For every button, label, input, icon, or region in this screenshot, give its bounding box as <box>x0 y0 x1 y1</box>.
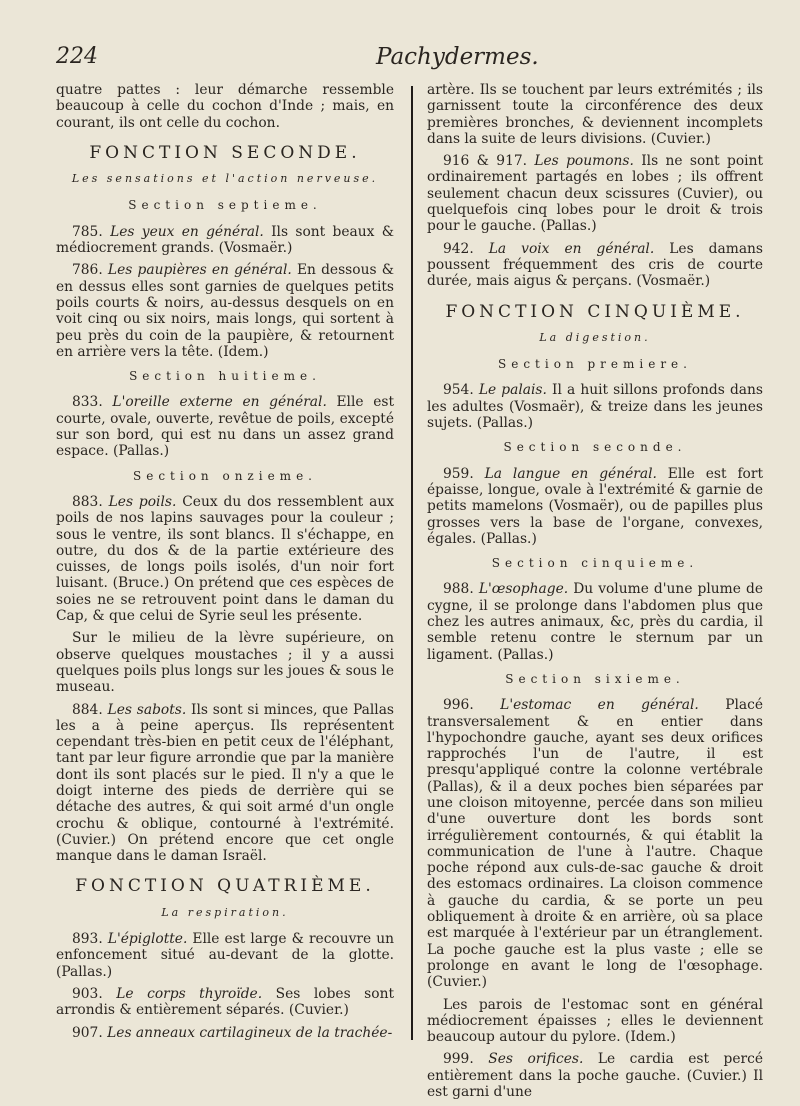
paragraph-999: 999. Ses orifices. Le cardia est percé entièrement dans la poche gauche. (Cuvier.) Il est garni d'une <box>427 1051 763 1101</box>
paragraph-883-b: Sur le milieu de la lèvre supérieure, on observe quelques moustaches ; il y a aussi quelques poils plus longs sur les joues & sous le museau. <box>56 630 394 696</box>
fonction-heading: FONCTION QUATRIÈME. <box>75 876 375 897</box>
paragraph-833: 833. L'oreille externe en général. Elle est courte, ovale, ouverte, revêtue de poils, excepté sur son bord, qui est nu dans un assez grand espace. (Pallas.) <box>56 394 394 460</box>
paragraph-988: 988. L'œsophage. Du volume d'une plume de cygne, il se prolonge dans l'abdomen plus que chez les autres animaux, &c, près du cardia, il semble retenu contre le sternum par un ligament. (Pallas.) <box>427 581 763 663</box>
paragraph-942: 942. La voix en général. Les damans poussent fréquemment des cris de courte durée, mais aigus & perçans. (Vosmaër.) <box>427 240 764 290</box>
section-heading: Section huitieme. <box>129 369 321 384</box>
paragraph: quatre pattes : leur démarche ressemble beaucoup à celle du cochon d'Inde ; mais, en courant, ils ont celle du cochon. <box>56 82 394 131</box>
paragraph-954: 954. Le palais. Il a huit sillons profonds dans les adultes (Vosmaër), & treize dans les jeunes sujets. (Pallas.) <box>427 382 763 432</box>
column-divider <box>411 86 413 1040</box>
paragraph-903: 903. Le corps thyroïde. Ses lobes sont arrondis & entièrement séparés. (Cuvier.) <box>56 985 394 1019</box>
paragraph-996: 996. L'estomac en général. Placé transversalement & en entier dans l'hypochondre gauche, ayant ses deux orifices rapprochés l'un de l'autre, il est presqu'appliqué contre la colonne vertébrale (Pallas), & il a deux poches bien séparées par une cloison mitoyenne, percée dans son milieu d'une ouverture dont les bords sont irrégulièrement contournés, & qui établit la communication de l'une à l'autre. Chaque poche répond aux culs-de-sac gauche & droit des estomacs ordinaires. La cloison commence à gauche du cardia, & se porte un peu obliquement à droite & en arrière, où sa place est marquée à l'extérieur par un étranglement. La poche gauche est la plus vaste ; elle se prolonge en avant le long de l'œsophage. (Cuvier.) <box>427 697 764 991</box>
page-header <box>56 44 742 78</box>
fonction-subheading: La digestion. <box>539 330 651 344</box>
paragraph-883: 883. Les poils. Ceux du dos ressemblent aux poils de nos lapins sauvages pour la couleur ; sous le ventre, ils sont blancs. Il s'échappe, en outre, du dos & de la partie extérieure des cuisses, de longs poils isolés, d'un noir fort luisant. (Bruce.) On prétend que ces espèces de soies ne se retrouvent point dans le daman du Cap, & que celui de Syrie seul les présente. <box>56 493 395 625</box>
section-heading: Section onzieme. <box>133 468 317 483</box>
paragraph-884: 884. Les sabots. Ils sont si minces, que Pallas les a à peine aperçus. Ils représentent cependant très-bien en petit ceux de l'éléphant, tant par leur figure arrondie que par la manière dont ils sont placés sur le pied. Il n'y a que le doigt interne des pieds de derrière qui se détache des autres, & qui soit armé d'un ongle crochu & oblique, contourné à l'extrémité. (Cuvier.) On prétend encore que cet ongle manque dans le daman Israël. <box>56 701 394 865</box>
section-heading: Section cinquieme. <box>491 556 699 571</box>
fonction-heading: FONCTION SECONDE. <box>89 142 361 163</box>
left-column <box>56 82 394 1047</box>
paragraph-959: 959. La langue en général. Elle est fort épaisse, longue, ovale à l'extrémité & garnie de petits mamelons (Vosmaër), ou de papilles plus grosses vers la base de l'organe, convexes, égales. (Pallas.) <box>427 465 763 547</box>
paragraph-893: 893. L'épiglotte. Elle est large & recouvre un enfoncement situé au-devant de la glotte. (Pallas.) <box>56 931 394 980</box>
section-heading: Section sixieme. <box>505 671 685 686</box>
right-column <box>427 82 763 1106</box>
paragraph-785: 785. Les yeux en général. Ils sont beaux & médiocrement grands. (Vosmaër.) <box>56 223 394 257</box>
paragraph-996-b: Les parois de l'estomac sont en général médiocrement épaisses ; elles le deviennent beaucoup autour du pylore. (Idem.) <box>427 996 763 1046</box>
running-title: Pachydermes. <box>376 44 539 70</box>
section-heading: Section seconde. <box>503 440 687 455</box>
section-heading: Section septieme. <box>128 198 322 213</box>
paragraph-786: 786. Les paupières en général. En dessous & en dessus elles sont garnies de quelques petits poils courts & noirs, au-dessus desquels on en voit cinq ou six noirs, mais longs, qui sortent à peu près du coin de la paupière, & retournent en arrière vers la tête. (Idem.) <box>56 262 394 360</box>
paragraph-continued: artère. Ils se touchent par leurs extrémités ; ils garnissent toute la circonférence des deux premières bronches, & deviennent incomplets dans la suite de leurs divisions. (Cuvier.) <box>427 82 763 147</box>
paragraph-907: 907. Les anneaux cartilagineux de la trachée- <box>72 1024 393 1041</box>
fonction-subheading: Les sensations et l'action nerveuse. <box>71 172 379 186</box>
page-number: 224 <box>56 44 98 69</box>
paragraph-916: 916 & 917. Les poumons. Ils ne sont point ordinairement partagés en lobes ; ils offrent seulement chacun deux scissures (Cuvier), ou quelquefois cinq lobes pour le droit & trois pour le gauche. (Pallas.) <box>427 153 764 235</box>
fonction-subheading: La respiration. <box>161 905 289 919</box>
section-heading: Section premiere. <box>498 357 692 372</box>
fonction-heading: FONCTION CINQUIÈME. <box>445 301 745 322</box>
